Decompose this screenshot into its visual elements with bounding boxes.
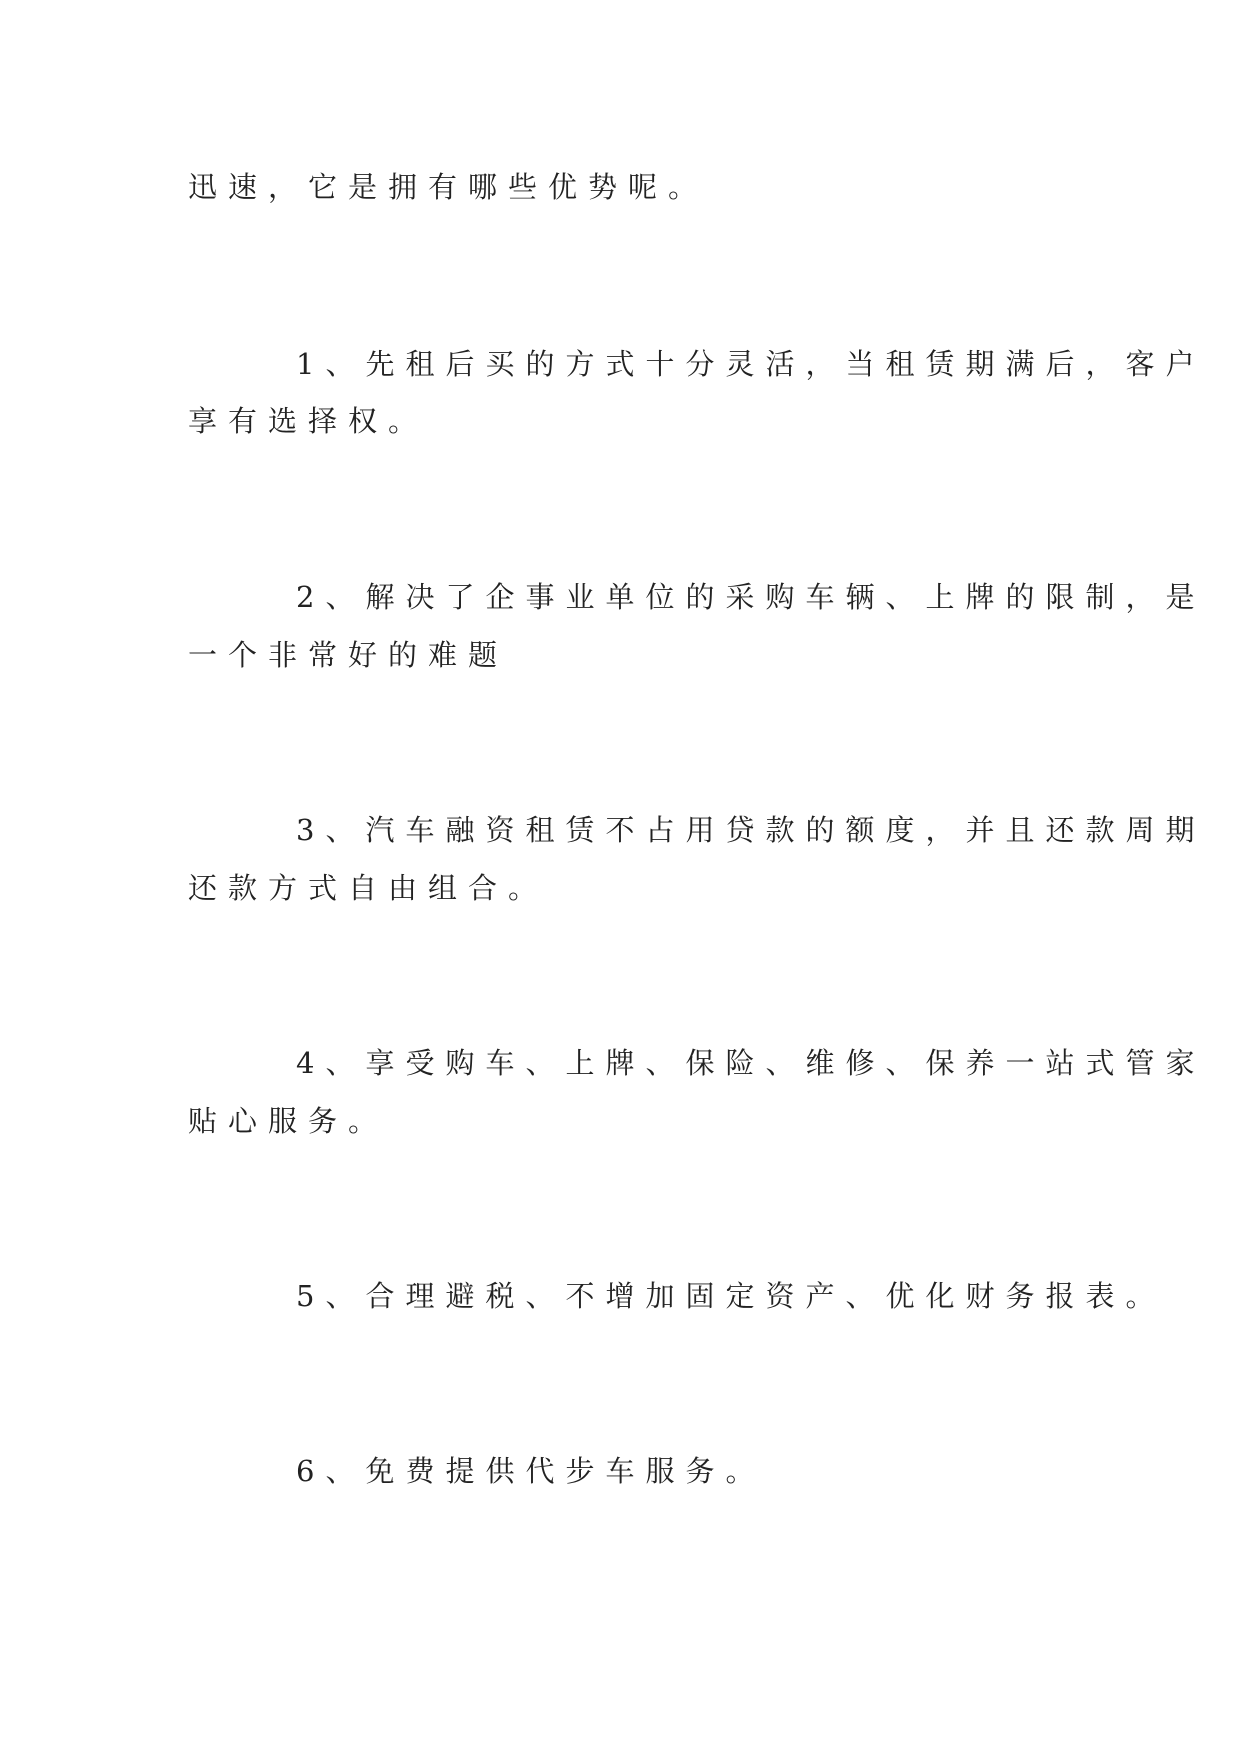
item-4-line-2: 贴心服务。 xyxy=(188,1104,389,1138)
item-1-line-2: 享有选择权。 xyxy=(188,404,429,438)
item-2-line-2: 一个非常好的难题 xyxy=(188,638,509,672)
item-6-line-1: 6、免费提供代步车服务。 xyxy=(296,1454,766,1488)
item-3-line-1: 3、汽车融资租赁不占用贷款的额度，并且还款周期 xyxy=(296,813,1206,847)
intro-text: 迅速，它是拥有哪些优势呢。 xyxy=(188,170,709,204)
item-5-line-1: 5、合理避税、不增加固定资产、优化财务报表。 xyxy=(296,1279,1166,1313)
item-4-line-1: 4、享受购车、上牌、保险、维修、保养一站式管家 xyxy=(296,1046,1206,1080)
item-3-line-2: 还款方式自由组合。 xyxy=(188,871,549,905)
item-2-line-1: 2、解决了企事业单位的采购车辆、上牌的限制，是 xyxy=(296,580,1206,614)
item-1-line-1: 1、先租后买的方式十分灵活，当租赁期满后，客户 xyxy=(296,347,1206,381)
